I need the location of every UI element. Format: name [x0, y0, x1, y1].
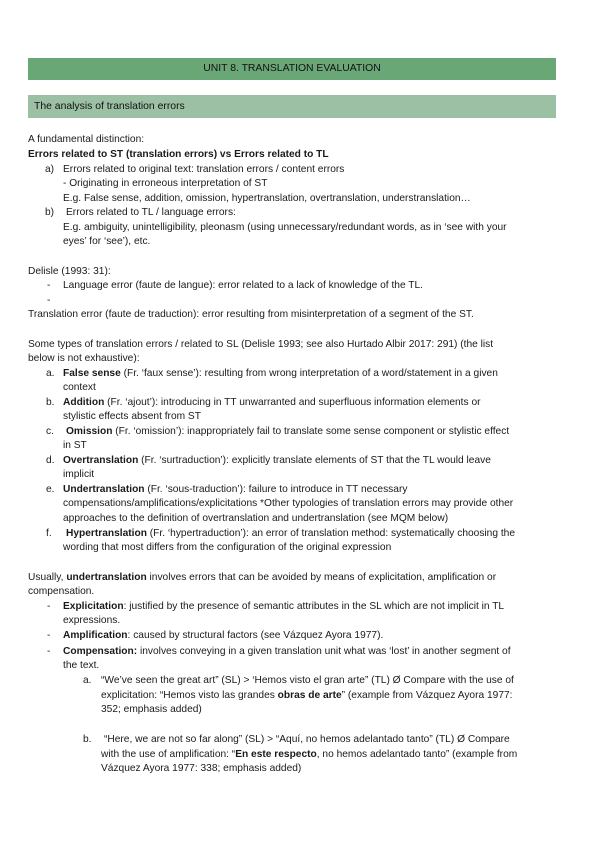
term: Omission — [66, 426, 113, 437]
example-line — [101, 689, 512, 703]
dash-marker: - — [47, 630, 51, 641]
example-line — [101, 748, 517, 762]
term: Overtranslation — [63, 455, 139, 466]
emphasis: obras de arte — [277, 690, 342, 701]
list-marker: a. — [46, 368, 55, 379]
definition: (Fr. ‘ajout’): introducing in TT unwarranted and superfluous information elements or — [104, 397, 481, 408]
list-marker: b. — [46, 397, 55, 408]
list-item-text: expressions. — [63, 615, 121, 626]
paragraph-line — [28, 571, 496, 585]
list-marker: b) — [45, 207, 55, 218]
definition: involves conveying in a given translation unit what was ‘lost’ in another segment of — [137, 646, 511, 657]
list-marker: d. — [46, 455, 55, 466]
section-banner — [28, 95, 556, 118]
unit-title: UNIT 8. TRANSLATION EVALUATION — [203, 63, 381, 74]
list-item-text: context — [63, 382, 96, 393]
list-item — [63, 396, 481, 410]
list-item-text: Errors related to TL / language errors: — [66, 207, 236, 218]
emphasis: En este respecto — [235, 749, 317, 760]
delisle-heading: Delisle (1993: 31): — [28, 266, 111, 277]
intro-line: A fundamental distinction: — [28, 134, 145, 145]
list-item-text: wording that most differs from the configuration of the original expression — [63, 542, 392, 553]
definition: (Fr. ‘sous-traduction’): failure to introduce in TT necessary — [144, 484, 408, 495]
example-line: “We’ve seen the great art” (SL) > ‘Hemos visto el gran arte” (TL) Ø Compare with the use of — [101, 675, 514, 686]
dash-marker: - — [47, 280, 51, 291]
dash-marker: - — [47, 601, 51, 612]
definition: : caused by structural factors (see Vázquez Ayora 1977). — [127, 630, 384, 641]
definition: (Fr. ‘surtraduction’): explicitly translate elements of ST that the TL would leave — [138, 455, 491, 466]
list-item-text: Language error (faute de langue): error related to a lack of knowledge of the TL. — [63, 280, 423, 291]
definition: (Fr. ‘hypertraduction’): an error of translation method: systematically choosing the — [146, 528, 516, 539]
list-item — [63, 600, 504, 614]
list-item-text: - Originating in erroneous interpretation of ST — [63, 178, 268, 189]
text-run: Usually, — [28, 572, 67, 583]
definition: (Fr. ‘faux sense’): resulting from wrong interpretation of a word/statement in a given — [120, 368, 498, 379]
definition: : justified by the presence of semantic attributes in the SL which are not implicit in TL — [123, 601, 505, 612]
example-line: 352; emphasis added) — [101, 704, 202, 715]
list-item — [63, 367, 498, 381]
dash-marker: - — [47, 646, 51, 657]
term: undertranslation — [66, 572, 147, 583]
list-item — [63, 454, 491, 468]
example-line: Vázquez Ayora 1977: 338; emphasis added) — [101, 763, 302, 774]
paragraph-line: compensation. — [28, 586, 95, 597]
list-marker: b. — [83, 734, 92, 745]
unit-title-banner — [28, 58, 556, 80]
list-item-text: stylistic effects absent from ST — [63, 411, 201, 422]
text-run: with the use of amplification: “ — [101, 749, 236, 760]
example-line: “Here, we are not so far along” (SL) > “Aquí, no hemos adelantado tanto” (TL) Ø Compare — [104, 734, 510, 745]
term: False sense — [63, 368, 121, 379]
term: Hypertranslation — [66, 528, 147, 539]
list-item — [66, 527, 515, 541]
list-item — [63, 483, 407, 497]
list-item-text: approaches to the definition of overtranslation and undertranslation (see MQM below) — [63, 513, 449, 524]
section-title: The analysis of translation errors — [34, 101, 185, 112]
term: Compensation: — [63, 646, 138, 657]
term: Undertranslation — [63, 484, 145, 495]
paragraph-line: below is not exhaustive): — [28, 353, 140, 364]
list-item-text: E.g. False sense, addition, omission, hypertranslation, overtranslation, understranslation… — [63, 193, 471, 204]
list-item-text: Errors related to original text: translation errors / content errors — [63, 164, 345, 175]
text-run: explicitation: “Hemos visto las grandes — [101, 690, 278, 701]
list-item-text: compensations/amplifications/explicitations *Other typologies of translation errors may provide other — [63, 498, 514, 509]
distinction-heading: Errors related to ST (translation errors) vs Errors related to TL — [28, 149, 329, 160]
list-item — [63, 645, 511, 659]
list-marker: a) — [45, 164, 55, 175]
paragraph-line: Some types of translation errors / related to SL (Delisle 1993; see also Hurtado Albir 2017: 291) (the list — [28, 339, 494, 350]
list-item-text: E.g. ambiguity, unintelligibility, pleonasm (using unnecessary/redundant words, as in ‘see with your — [63, 222, 507, 233]
text-run: , no hemos adelantado tanto” (example from — [316, 749, 518, 760]
definition: (Fr. ‘omission’): inappropriately fail to translate some sense component or stylistic effect — [112, 426, 510, 437]
term: Explicitation — [63, 601, 124, 612]
list-item — [63, 629, 383, 643]
list-marker: e. — [46, 484, 55, 495]
list-marker: a. — [83, 675, 92, 686]
list-marker: f. — [46, 528, 52, 539]
list-item-text: eyes’ for ‘see’), etc. — [63, 236, 151, 247]
term: Amplification — [63, 630, 128, 641]
text-run: involves errors that can be avoided by means of explicitation, amplification or — [146, 572, 497, 583]
list-item-text: implicit — [63, 469, 95, 480]
list-item — [66, 425, 509, 439]
list-marker: c. — [46, 426, 54, 437]
list-item-text: in ST — [63, 440, 87, 451]
term: Addition — [63, 397, 105, 408]
paragraph-line: Translation error (faute de traduction): error resulting from misinterpretation of a segment of the ST. — [28, 309, 474, 320]
text-run: ” (example from Vázquez Ayora 1977: — [341, 690, 513, 701]
list-item-text: the text. — [63, 660, 100, 671]
dash-marker: - — [47, 295, 51, 306]
